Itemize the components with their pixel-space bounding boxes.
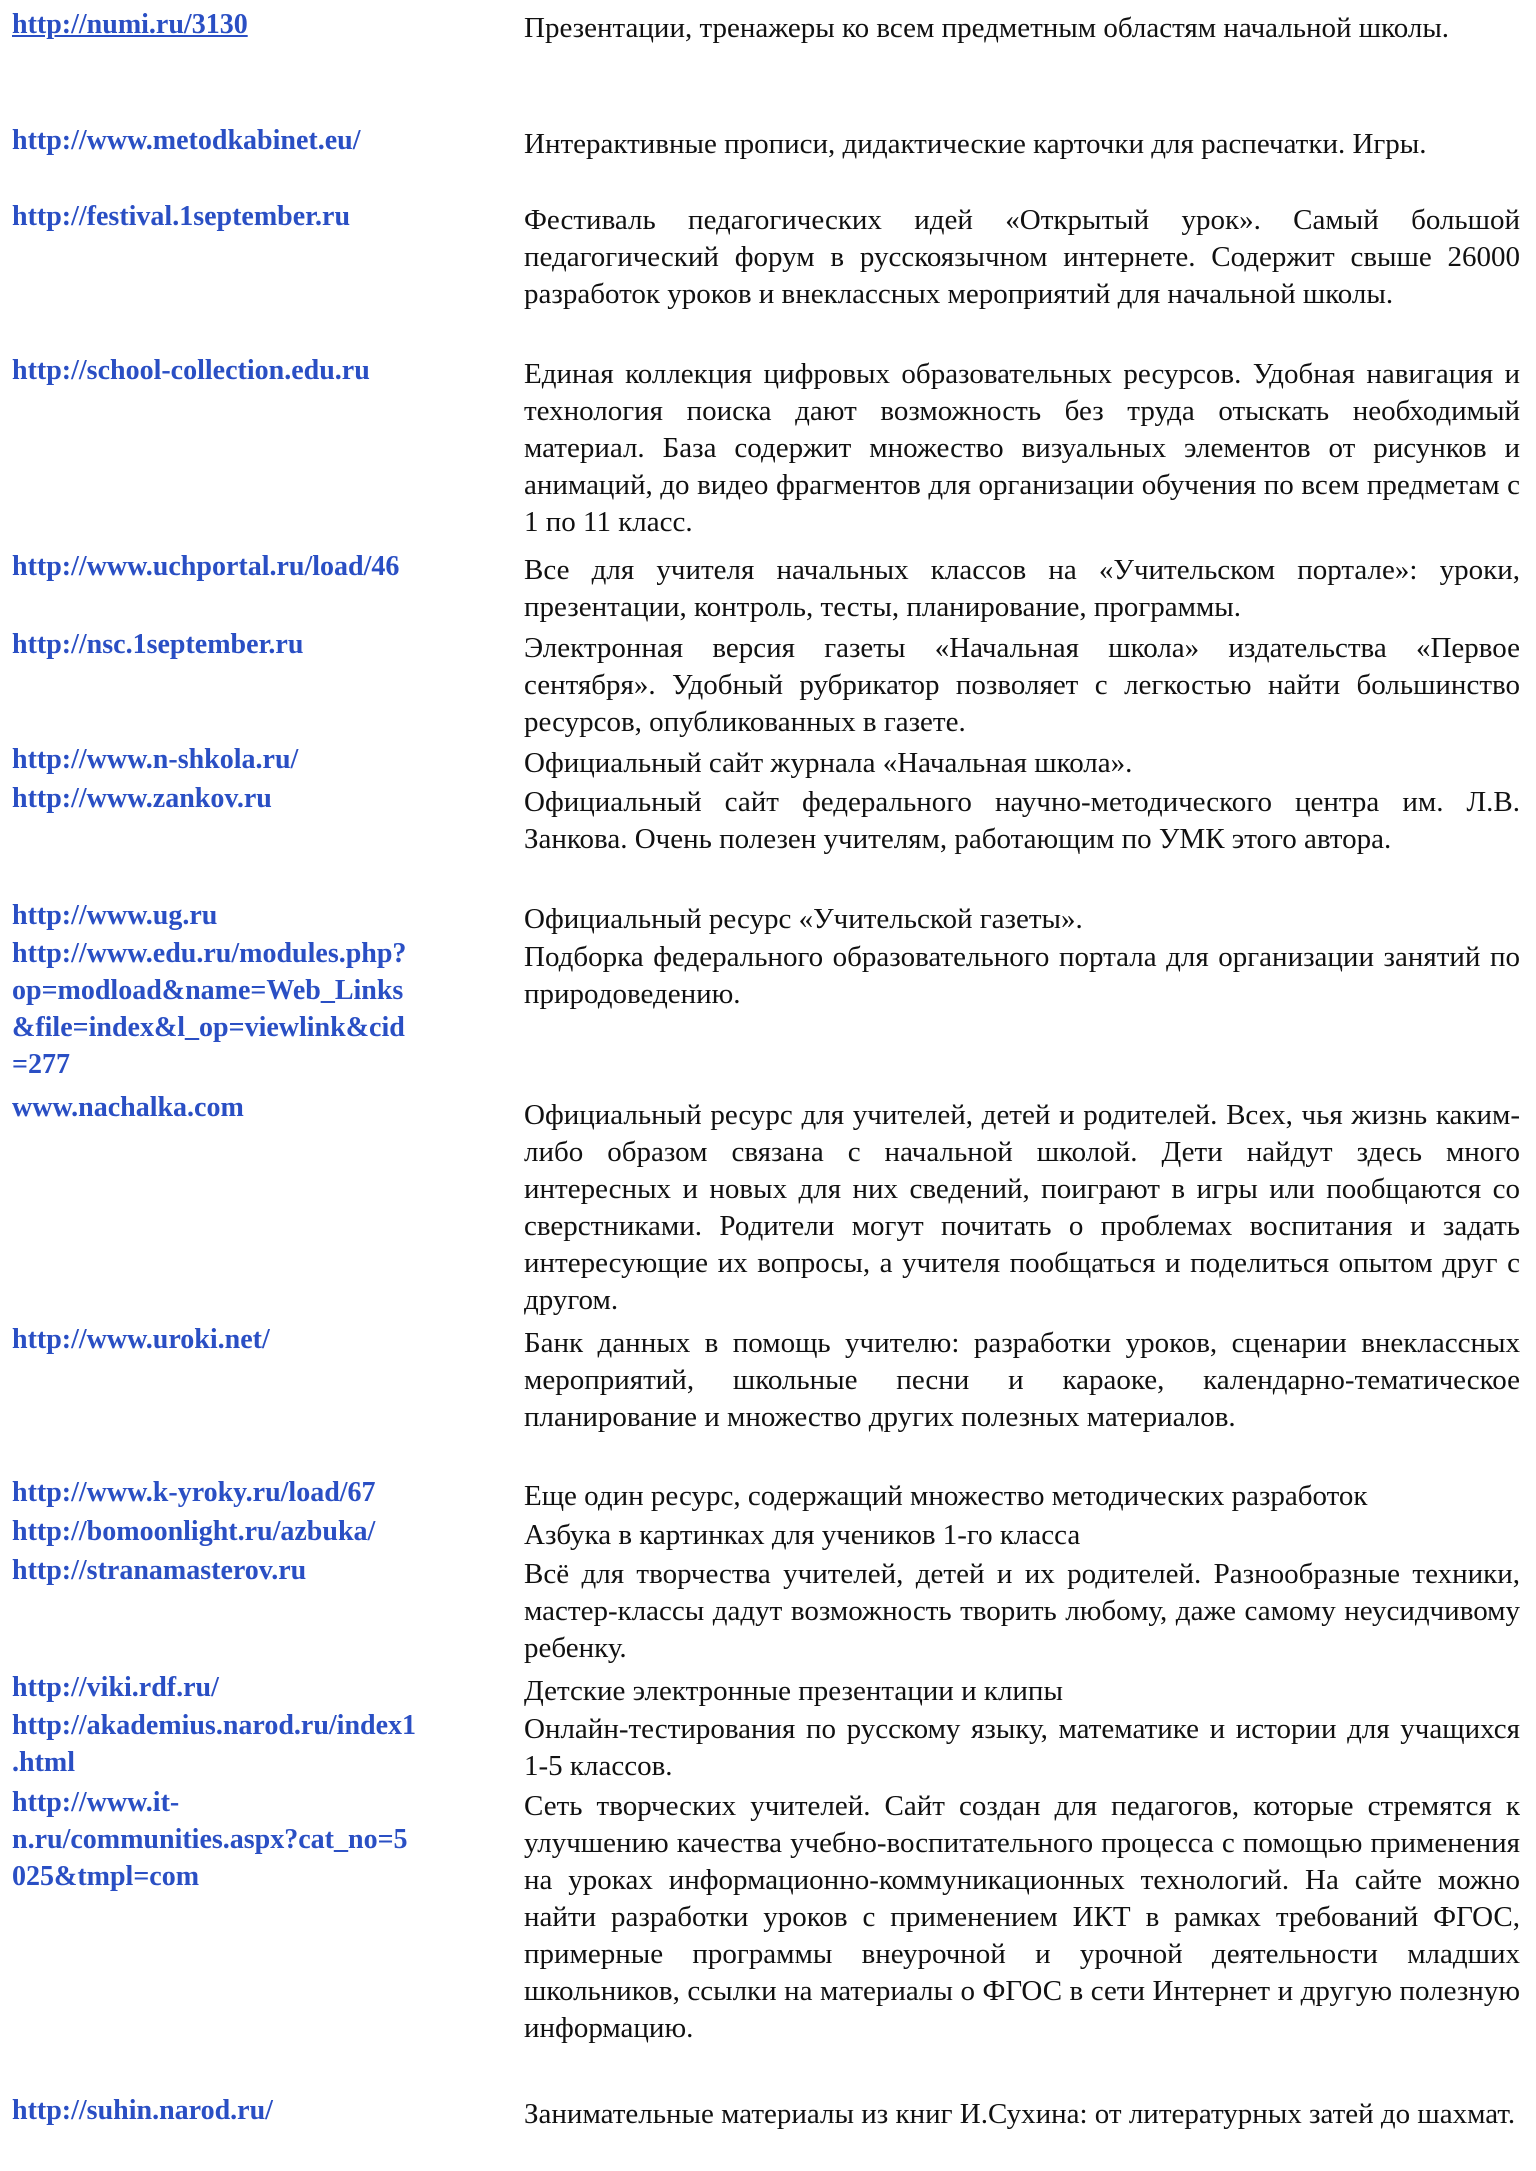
resource-url-link[interactable]: www.nachalka.com (12, 1092, 244, 1123)
resource-description: Официальный сайт журнала «Начальная школа». (524, 747, 1133, 779)
resource-url-link[interactable]: http://stranamasterov.ru (12, 1555, 307, 1586)
resource-description: Детские электронные презентации и клипы (524, 1675, 1063, 1707)
resource-description: Подборка федерального образовательного портала для организации занятий по природоведению. (524, 941, 1520, 1010)
resource-description: Фестиваль педагогических идей «Открытый урок». Самый большой педагогический форум в русскоязычном интернете. Содержит свыше 26000 разработок уроков и внеклассных мероприятий для начальной школы. (524, 204, 1520, 310)
resource-url-link[interactable]: http://www.ug.ru (12, 900, 218, 931)
resource-url-link[interactable]: http://www.uroki.net/ (12, 1324, 270, 1355)
resource-description: Интерактивные прописи, дидактические карточки для распечатки. Игры. (524, 128, 1427, 160)
resource-description: Электронная версия газеты «Начальная школа» издательства «Первое сентября». Удобный рубрикатор позволяет с легкостью найти большинство ресурсов, опубликованных в газете. (524, 632, 1520, 738)
resource-description: Банк данных в помощь учителю: разработки уроков, сценарии внеклассных мероприятий, школьные песни и караоке, календарно-тематическое планирование и множество других полезных материалов. (524, 1327, 1520, 1433)
resource-description: Все для учителя начальных классов на «Учительском портале»: уроки, презентации, контроль, тесты, планирование, программы. (524, 554, 1520, 623)
resource-description: Занимательные материалы из книг И.Сухина: от литературных затей до шахмат. (524, 2098, 1516, 2130)
resource-url-link[interactable]: http://www.edu.ru/modules.php? op=modload&name=Web_Links &file=index&l_op=viewlink&cid =277 (12, 938, 407, 1080)
resource-url-link[interactable]: http://bomoonlight.ru/azbuka/ (12, 1516, 376, 1547)
resource-description: Презентации, тренажеры ко всем предметным областям начальной школы. (524, 12, 1450, 44)
resource-url-link[interactable]: http://numi.ru/3130 (12, 9, 248, 40)
resource-description: Онлайн-тестирования по русскому языку, математике и истории для учащихся 1-5 классов. (524, 1713, 1520, 1782)
resource-description: Еще один ресурс, содержащий множество методических разработок (524, 1480, 1368, 1512)
resource-url-link[interactable]: http://festival.1september.ru (12, 201, 351, 232)
resource-description: Официальный ресурс «Учительской газеты». (524, 903, 1083, 935)
resource-url-link[interactable]: http://viki.rdf.ru/ (12, 1672, 219, 1703)
resource-url-link[interactable]: http://www.zankov.ru (12, 783, 272, 814)
resource-url-link[interactable]: http://www.n-shkola.ru/ (12, 744, 299, 775)
resource-description: Официальный ресурс для учителей, детей и родителей. Всех, чья жизнь каким-либо образом связана с начальной школой. Дети найдут здесь много интересных и новых для них сведений, поиграют в игры или пообщаются со сверстниками. Родители могут почитать о проблемах воспитания и задать интересующие их вопросы, а учителя пообщаться и поделиться опытом друг с другом. (524, 1099, 1520, 1316)
resource-url-link[interactable]: http://nsc.1september.ru (12, 629, 304, 660)
resource-url-link[interactable]: http://suhin.narod.ru/ (12, 2095, 273, 2126)
resource-description: Сеть творческих учителей. Сайт создан для педагогов, которые стремятся к улучшению качества учебно-воспитательного процесса с помощью применения на уроках информационно-коммуникационных технологий. На сайте можно найти разработки уроков с применением ИКТ в рамках требований ФГОС, примерные программы внеурочной и урочной деятельности младших школьников, ссылки на материалы о ФГОС в сети Интернет и другую полезную информацию. (524, 1790, 1520, 2044)
resource-description: Единая коллекция цифровых образовательных ресурсов. Удобная навигация и технология поиска дают возможность без труда отыскать необходимый материал. База содержит множество визуальных элементов от рисунков и анимаций, до видео фрагментов для организации обучения по всем предметам с 1 по 11 класс. (524, 358, 1520, 538)
resource-url-link[interactable]: http://school-collection.edu.ru (12, 355, 370, 386)
resource-url-link[interactable]: http://www.uchportal.ru/load/46 (12, 551, 400, 582)
resource-description: Азбука в картинках для учеников 1-го класса (524, 1519, 1081, 1551)
resource-url-link[interactable]: http://akademius.narod.ru/index1 .html (12, 1710, 417, 1778)
resource-description: Всё для творчества учителей, детей и их родителей. Разнообразные техники, мастер-классы дадут возможность творить любому, даже самому неусидчивому ребенку. (524, 1558, 1520, 1664)
resource-url-link[interactable]: http://www.it- n.ru/communities.aspx?cat_no=5 025&tmpl=com (12, 1787, 408, 1892)
resource-url-link[interactable]: http://www.metodkabinet.eu/ (12, 125, 361, 156)
resource-url-link[interactable]: http://www.k-yroky.ru/load/67 (12, 1477, 376, 1508)
resource-description: Официальный сайт федерального научно-методического центра им. Л.В. Занкова. Очень полезен учителям, работающим по УМК этого автора. (524, 786, 1520, 855)
